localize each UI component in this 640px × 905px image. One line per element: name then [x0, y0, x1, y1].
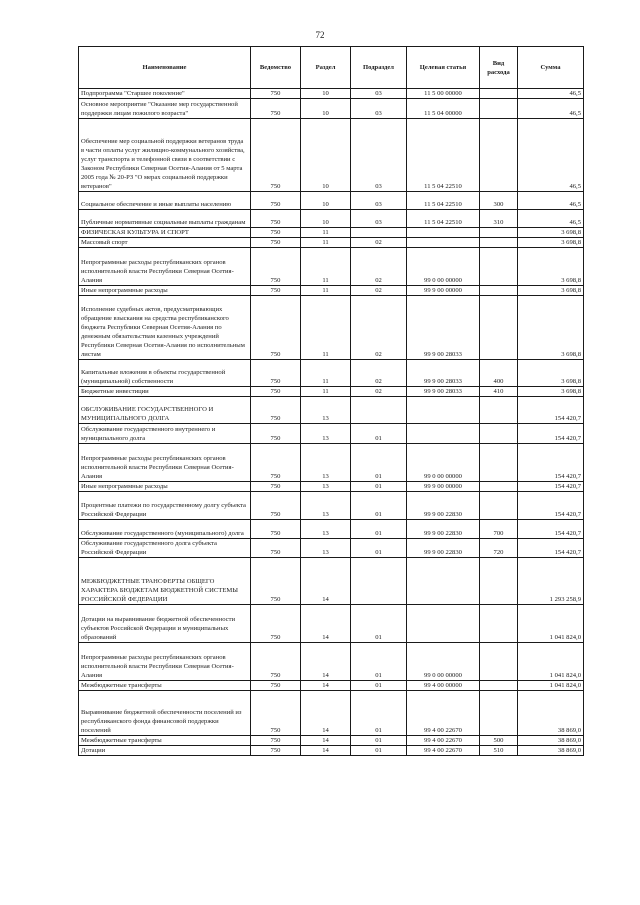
row-expense-type	[480, 605, 518, 643]
row-name: Обслуживание государственного долга субъекта Российской Федерации	[79, 539, 251, 558]
row-expense-type	[480, 424, 518, 444]
row-subsection	[351, 558, 407, 605]
row-name: Межбюджетные трансферты	[79, 681, 251, 691]
row-subsection: 01	[351, 736, 407, 746]
row-amount: 46,5	[518, 99, 584, 119]
row-department: 750	[251, 286, 301, 296]
row-expense-type	[480, 99, 518, 119]
row-expense-type	[480, 397, 518, 424]
row-department: 750	[251, 605, 301, 643]
row-expense-type	[480, 228, 518, 238]
row-expense-type	[480, 444, 518, 482]
row-section: 14	[301, 746, 351, 756]
row-department: 750	[251, 296, 301, 360]
page-number: 72	[315, 30, 325, 40]
header-department: Ведомство	[251, 47, 301, 89]
row-expense-type: 300	[480, 192, 518, 210]
row-target-item: 99 0 00 00000	[407, 444, 480, 482]
row-department: 750	[251, 492, 301, 520]
row-subsection: 02	[351, 238, 407, 248]
row-name: Подпрограмма "Старшее поколение"	[79, 89, 251, 99]
row-name: Иные непрограммные расходы	[79, 482, 251, 492]
header-target-item: Целевая статья	[407, 47, 480, 89]
row-department: 750	[251, 746, 301, 756]
row-subsection: 03	[351, 192, 407, 210]
row-name: Капитальные вложения в объекты государственной (муниципальной) собственности	[79, 360, 251, 387]
row-name: Непрограммные расходы республиканских органов исполнительной власти Республики Северная Осетия-Алания	[79, 643, 251, 681]
row-target-item: 99 9 00 00000	[407, 286, 480, 296]
row-name: Процентные платежи по государственному долгу субъекта Российской Федерации	[79, 492, 251, 520]
row-section: 14	[301, 691, 351, 736]
row-department: 750	[251, 520, 301, 539]
row-section: 10	[301, 99, 351, 119]
table-row	[79, 296, 584, 360]
row-expense-type	[480, 681, 518, 691]
row-amount: 3 698,8	[518, 228, 584, 238]
row-name: Исполнение судебных актов, предусматривающих обращение взыскания на средства республиканского бюджета Республики Северная Осетия-Алания по денежным обязательствам казенных учреждений Республики Северная Осетия-Алания по исполнительным листам	[79, 296, 251, 360]
row-amount: 46,5	[518, 89, 584, 99]
row-amount: 1 041 824,0	[518, 643, 584, 681]
row-name: Дотации	[79, 746, 251, 756]
row-expense-type: 310	[480, 210, 518, 228]
row-section: 11	[301, 286, 351, 296]
row-subsection: 01	[351, 643, 407, 681]
table-row	[79, 360, 584, 387]
row-subsection: 01	[351, 492, 407, 520]
row-expense-type	[480, 643, 518, 681]
row-expense-type	[480, 89, 518, 99]
row-expense-type	[480, 248, 518, 286]
row-subsection: 03	[351, 89, 407, 99]
row-section: 10	[301, 192, 351, 210]
table-row	[79, 746, 584, 756]
row-amount: 3 698,8	[518, 248, 584, 286]
row-department: 750	[251, 238, 301, 248]
row-amount: 154 420,7	[518, 397, 584, 424]
row-name: Обеспечение мер социальной поддержки ветеранов труда в части оплаты услуг жилищно-коммунального хозяйства, услуг транспорта и телефонной связи в соответствии с Законом Республики Северная Осетия-Алания от 5 марта 2005 года № 20-РЗ "О мерах социальной поддержки ветеранов"	[79, 119, 251, 192]
table-row	[79, 248, 584, 286]
table-row	[79, 444, 584, 482]
row-amount: 154 420,7	[518, 444, 584, 482]
row-target-item: 99 9 00 22830	[407, 539, 480, 558]
row-subsection	[351, 397, 407, 424]
table-row	[79, 228, 584, 238]
row-expense-type	[480, 558, 518, 605]
row-expense-type: 410	[480, 387, 518, 397]
row-section: 13	[301, 482, 351, 492]
row-department: 750	[251, 444, 301, 482]
row-target-item: 99 4 00 22670	[407, 691, 480, 736]
row-section: 11	[301, 228, 351, 238]
row-subsection: 01	[351, 424, 407, 444]
row-name: Бюджетные инвестиции	[79, 387, 251, 397]
table-row	[79, 286, 584, 296]
row-department: 750	[251, 681, 301, 691]
table-row	[79, 520, 584, 539]
row-name: МЕЖБЮДЖЕТНЫЕ ТРАНСФЕРТЫ ОБЩЕГО ХАРАКТЕРА БЮДЖЕТАМ БЮДЖЕТНОЙ СИСТЕМЫ РОССИЙСКОЙ ФЕДЕРАЦИИ	[79, 558, 251, 605]
table-row	[79, 691, 584, 736]
table-row	[79, 238, 584, 248]
row-section: 13	[301, 444, 351, 482]
table-row	[79, 192, 584, 210]
row-department: 750	[251, 99, 301, 119]
row-amount: 46,5	[518, 210, 584, 228]
table-row	[79, 605, 584, 643]
row-name: Основное мероприятие "Оказание мер государственной поддержки лицам пожилого возраста"	[79, 99, 251, 119]
row-section: 13	[301, 492, 351, 520]
row-name: ОБСЛУЖИВАНИЕ ГОСУДАРСТВЕННОГО И МУНИЦИПАЛЬНОГО ДОЛГА	[79, 397, 251, 424]
row-expense-type	[480, 492, 518, 520]
row-amount: 154 420,7	[518, 539, 584, 558]
row-amount: 3 698,8	[518, 296, 584, 360]
row-name: Обслуживание государственного внутреннего и муниципального долга	[79, 424, 251, 444]
row-amount: 154 420,7	[518, 492, 584, 520]
row-subsection: 03	[351, 119, 407, 192]
row-subsection: 01	[351, 520, 407, 539]
row-subsection: 02	[351, 387, 407, 397]
row-target-item	[407, 605, 480, 643]
row-name: Дотации на выравнивание бюджетной обеспеченности субъектов Российской Федерации и муниципальных образований	[79, 605, 251, 643]
row-department: 750	[251, 387, 301, 397]
row-section: 13	[301, 424, 351, 444]
row-section: 14	[301, 736, 351, 746]
row-department: 750	[251, 89, 301, 99]
row-subsection: 02	[351, 360, 407, 387]
row-department: 750	[251, 643, 301, 681]
row-target-item: 99 4 00 22670	[407, 746, 480, 756]
row-expense-type	[480, 238, 518, 248]
row-amount: 3 698,8	[518, 238, 584, 248]
row-amount: 46,5	[518, 119, 584, 192]
row-department: 750	[251, 424, 301, 444]
row-name: Иные непрограммные расходы	[79, 286, 251, 296]
row-name: Массовый спорт	[79, 238, 251, 248]
row-expense-type	[480, 691, 518, 736]
row-expense-type: 400	[480, 360, 518, 387]
row-target-item: 99 9 00 28033	[407, 296, 480, 360]
row-expense-type: 720	[480, 539, 518, 558]
row-name: Межбюджетные трансферты	[79, 736, 251, 746]
table-row	[79, 492, 584, 520]
row-section: 14	[301, 558, 351, 605]
row-subsection: 01	[351, 605, 407, 643]
row-subsection: 01	[351, 681, 407, 691]
row-amount: 38 869,0	[518, 736, 584, 746]
header-name: Наименование	[79, 47, 251, 89]
header-expense-type: Вид расхода	[480, 47, 518, 89]
row-amount: 3 698,8	[518, 387, 584, 397]
row-target-item: 99 9 00 28033	[407, 387, 480, 397]
table-row	[79, 736, 584, 746]
row-expense-type	[480, 119, 518, 192]
row-section: 10	[301, 210, 351, 228]
row-expense-type	[480, 286, 518, 296]
row-amount: 154 420,7	[518, 482, 584, 492]
row-subsection: 02	[351, 296, 407, 360]
row-subsection: 01	[351, 444, 407, 482]
table-row	[79, 119, 584, 192]
row-target-item	[407, 228, 480, 238]
row-expense-type	[480, 482, 518, 492]
row-target-item: 99 4 00 22670	[407, 736, 480, 746]
row-section: 11	[301, 387, 351, 397]
row-name: Обслуживание государственного (муниципального) долга	[79, 520, 251, 539]
row-target-item: 99 0 00 00000	[407, 643, 480, 681]
row-target-item: 11 5 04 22510	[407, 210, 480, 228]
row-department: 750	[251, 119, 301, 192]
row-section: 10	[301, 119, 351, 192]
row-section: 13	[301, 397, 351, 424]
table-row	[79, 397, 584, 424]
row-name: Социальное обеспечение и иные выплаты населению	[79, 192, 251, 210]
table-row	[79, 424, 584, 444]
row-section: 13	[301, 539, 351, 558]
row-amount: 154 420,7	[518, 424, 584, 444]
row-section: 11	[301, 296, 351, 360]
row-amount: 1 041 824,0	[518, 681, 584, 691]
row-name: ФИЗИЧЕСКАЯ КУЛЬТУРА И СПОРТ	[79, 228, 251, 238]
row-name: Выравнивание бюджетной обеспеченности поселений из республиканского фонда финансовой поддержки поселений	[79, 691, 251, 736]
row-target-item: 11 5 04 22510	[407, 192, 480, 210]
row-section: 11	[301, 360, 351, 387]
row-target-item: 11 5 04 22510	[407, 119, 480, 192]
row-department: 750	[251, 539, 301, 558]
table-row	[79, 558, 584, 605]
row-amount: 1 041 824,0	[518, 605, 584, 643]
row-department: 750	[251, 397, 301, 424]
table-row	[79, 681, 584, 691]
row-section: 14	[301, 681, 351, 691]
row-amount: 38 869,0	[518, 746, 584, 756]
row-section: 10	[301, 89, 351, 99]
row-target-item: 99 9 00 22830	[407, 492, 480, 520]
row-department: 750	[251, 691, 301, 736]
row-expense-type: 500	[480, 736, 518, 746]
row-target-item: 11 5 00 00000	[407, 89, 480, 99]
row-department: 750	[251, 558, 301, 605]
row-target-item: 99 9 00 00000	[407, 482, 480, 492]
row-subsection: 01	[351, 539, 407, 558]
row-amount: 3 698,8	[518, 360, 584, 387]
row-amount: 154 420,7	[518, 520, 584, 539]
row-department: 750	[251, 210, 301, 228]
row-department: 750	[251, 228, 301, 238]
row-expense-type: 700	[480, 520, 518, 539]
row-subsection: 01	[351, 691, 407, 736]
row-target-item	[407, 558, 480, 605]
row-target-item: 99 9 00 28033	[407, 360, 480, 387]
table-body	[79, 89, 584, 756]
row-amount: 46,5	[518, 192, 584, 210]
row-name: Непрограммные расходы республиканских органов исполнительной власти Республики Северная Осетия-Алания	[79, 248, 251, 286]
row-amount: 38 869,0	[518, 691, 584, 736]
row-amount: 1 293 258,9	[518, 558, 584, 605]
row-amount: 3 698,8	[518, 286, 584, 296]
row-section: 11	[301, 248, 351, 286]
table-row	[79, 539, 584, 558]
row-target-item: 99 4 00 00000	[407, 681, 480, 691]
table-row	[79, 99, 584, 119]
row-department: 750	[251, 482, 301, 492]
table-row	[79, 482, 584, 492]
row-subsection: 03	[351, 99, 407, 119]
row-department: 750	[251, 360, 301, 387]
row-section: 14	[301, 643, 351, 681]
row-section: 13	[301, 520, 351, 539]
row-expense-type	[480, 296, 518, 360]
row-expense-type: 510	[480, 746, 518, 756]
header-subsection: Подраздел	[351, 47, 407, 89]
header-amount: Сумма	[518, 47, 584, 89]
row-name: Публичные нормативные социальные выплаты гражданам	[79, 210, 251, 228]
row-target-item: 99 9 00 22830	[407, 520, 480, 539]
row-department: 750	[251, 192, 301, 210]
row-subsection: 01	[351, 746, 407, 756]
row-target-item	[407, 397, 480, 424]
table-row	[79, 89, 584, 99]
budget-table	[78, 46, 584, 756]
row-target-item	[407, 238, 480, 248]
row-section: 11	[301, 238, 351, 248]
row-subsection	[351, 228, 407, 238]
row-target-item: 99 0 00 00000	[407, 248, 480, 286]
header-section: Раздел	[301, 47, 351, 89]
row-subsection: 03	[351, 210, 407, 228]
row-subsection: 01	[351, 482, 407, 492]
table-row	[79, 210, 584, 228]
row-department: 750	[251, 248, 301, 286]
table-row	[79, 643, 584, 681]
row-subsection: 02	[351, 286, 407, 296]
table-row	[79, 387, 584, 397]
row-target-item: 11 5 04 00000	[407, 99, 480, 119]
table-header-row	[79, 47, 584, 89]
row-section: 14	[301, 605, 351, 643]
row-subsection: 02	[351, 248, 407, 286]
row-target-item	[407, 424, 480, 444]
row-department: 750	[251, 736, 301, 746]
row-name: Непрограммные расходы республиканских органов исполнительной власти Республики Северная Осетия-Алания	[79, 444, 251, 482]
